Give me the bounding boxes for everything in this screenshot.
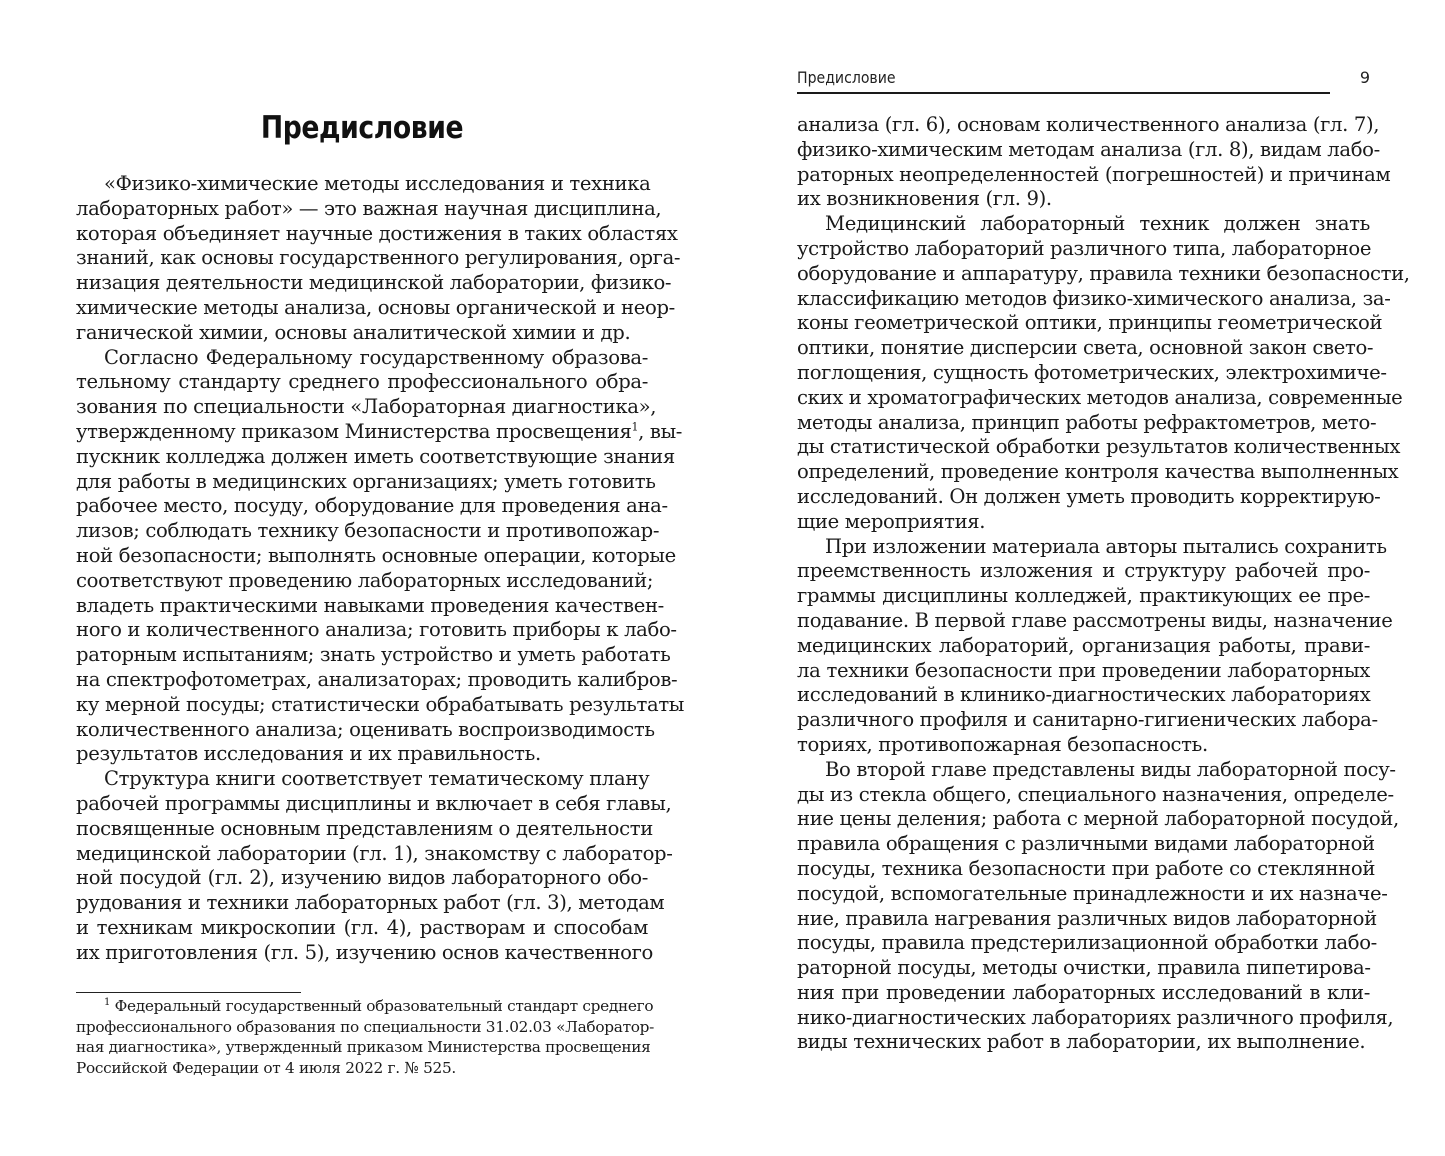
footnote-marker: 1 [104, 996, 111, 1008]
text-line: химические методы анализа, основы органической и неор- [76, 295, 675, 319]
text-line: тельному стандарту среднего профессионального обра- [76, 370, 648, 394]
text-line: ских и хроматографических методов анализа, современные [797, 385, 1403, 409]
text-line: посуды, техника безопасности при работе со стеклянной [797, 856, 1376, 880]
text-line: ториях, противопожарная безопасность. [797, 732, 1208, 756]
text-line: ку мерной посуды; статистически обрабатывать результаты [76, 692, 685, 716]
text-line: устройство лабораторий различного типа, лабораторное [797, 236, 1372, 260]
footnote [76, 996, 654, 1078]
text-line: рабочее место, посуду, оборудование для проведения ана- [76, 494, 668, 518]
text-line: зования по специальности «Лабораторная диагностика», [76, 395, 657, 419]
text-line: методы анализа, принцип работы рефрактометров, мето- [797, 410, 1377, 434]
text-line: рабочей программы дисциплины и включает в себя главы, [76, 791, 672, 815]
page-number: 9 [1359, 68, 1370, 87]
text-line: посвященные основным представлениям о деятельности [76, 816, 653, 840]
text-line: «Физико-химические методы исследования и техника [104, 172, 651, 195]
text-line: ние, правила нагревания различных видов лабораторной [797, 906, 1377, 930]
text-line: ды из стекла общего, специального назначения, определе- [797, 782, 1394, 806]
text-line: граммы дисциплины колледжей, практикующих ее пре- [797, 584, 1370, 608]
text-line: количественного анализа; оценивать воспроизводимость [76, 717, 655, 741]
text-line: ной безопасности; выполнять основные операции, которые [76, 543, 676, 567]
text-line: определений, проведение контроля качества выполненных [797, 460, 1399, 484]
text-line: лизов; соблюдать технику безопасности и противопожар- [76, 519, 660, 543]
footnote-line: ная диагностика», утвержденный приказом Министерства просвещения [76, 1038, 651, 1057]
text-line: исследований в клинико-диагностических лабораториях [797, 683, 1371, 707]
text-line: рудования и техники лабораторных работ (гл. 3), методам [76, 891, 665, 915]
text-line: виды технических работ в лаборатории, их выполнение. [797, 1030, 1366, 1054]
text-line: лабораторных работ» — это важная научная дисциплина, [76, 196, 662, 220]
text-line: знаний, как основы государственного регулирования, орга- [76, 246, 681, 270]
running-head [797, 68, 1370, 90]
left-page [76, 0, 685, 1156]
text-line: Согласно Федеральному государственному образова- [104, 345, 648, 369]
text-line: анализа (гл. 6), основам количественного анализа (гл. 7), [797, 113, 1380, 136]
text-line: коны геометрической оптики, принципы геометрической [797, 311, 1383, 335]
text-line: их приготовления (гл. 5), изучению основ качественного [76, 940, 653, 964]
text-line: медицинских лабораторий, организация работы, прави- [797, 633, 1370, 657]
text-line: ганической химии, основы аналитической химии и др. [76, 320, 631, 344]
text-line: ной посудой (гл. 2), изучению видов лабораторного обо- [76, 866, 648, 890]
text-line: классификацию методов физико-химического анализа, за- [797, 286, 1391, 310]
text-line: нико-диагностических лабораториях различного профиля, [797, 1005, 1394, 1029]
left-body-text [76, 172, 685, 966]
text-line: поглощения, сущность фотометрических, электрохимиче- [797, 360, 1387, 384]
text-line: пускник колледжа должен иметь соответствующие знания [76, 444, 675, 468]
footnote-text: Федеральный государственный образовательный стандарт среднего [110, 997, 654, 1015]
text-line: посудой, вспомогательные принадлежности и их назначе- [797, 881, 1388, 905]
footnote-line: Российской Федерации от 4 июля 2022 г. № 525. [76, 1058, 456, 1077]
text-line: раторным испытаниям; знать устройство и уметь работать [76, 643, 671, 667]
text-line: оборудование и аппаратуру, правила техники безопасности, [797, 261, 1410, 285]
text-line: раторной посуды, методы очистки, правила пипетирова- [797, 956, 1371, 980]
text-fragment: утвержденному приказом Министерства просвещения [76, 419, 632, 443]
footnote-reference: 1 [631, 420, 639, 434]
text-line: результатов исследования и их правильность. [76, 742, 541, 766]
running-head-rule [797, 92, 1330, 94]
right-page [797, 0, 1410, 1156]
text-line: ла техники безопасности при проведении лабораторных [797, 658, 1370, 682]
text-line: оптики, понятие дисперсии света, основной закон свето- [797, 336, 1374, 360]
text-line: подавание. В первой главе рассмотрены виды, назначение [797, 608, 1393, 632]
text-line: их возникновения (гл. 9). [797, 187, 1052, 211]
text-line: посуды, правила предстерилизационной обработки лабо- [797, 931, 1377, 955]
footnote-line: профессионального образования по специальности 31.02.03 «Лаборатор- [76, 1017, 654, 1036]
text-line: Медицинский лабораторный техник должен знать [825, 212, 1370, 236]
text-line: медицинской лаборатории (гл. 1), знакомству с лаборатор- [76, 841, 673, 865]
text-line: физико-химическим методам анализа (гл. 8), видам лабо- [797, 137, 1380, 161]
running-head-title: Предисловие [797, 68, 896, 87]
chapter-title: Предисловие [260, 110, 464, 146]
text-line: которая объединяет научные достижения в таких областях [76, 221, 678, 245]
text-line: на спектрофотометрах, анализаторах; проводить калибров- [76, 667, 678, 691]
text-line: ного и количественного анализа; готовить приборы к лабо- [76, 618, 677, 642]
text-line: Во второй главе представлены виды лабораторной посу- [825, 757, 1396, 781]
footnote-divider [76, 992, 301, 993]
text-line: владеть практическими навыками проведения качествен- [76, 593, 664, 617]
text-line: и техникам микроскопии (гл. 4), растворам и способам [76, 915, 648, 939]
text-line: ние цены деления; работа с мерной лабораторной посудой, [797, 807, 1399, 831]
text-line: При изложении материала авторы пытались сохранить [825, 534, 1387, 558]
text-line: низация деятельности медицинской лаборатории, физико- [76, 271, 672, 295]
text-line: правила обращения с различными видами лабораторной [797, 832, 1375, 856]
text-line: для работы в медицинских организациях; уметь готовить [76, 469, 656, 493]
text-line: щие мероприятия. [797, 509, 986, 533]
text-line: ды статистической обработки результатов количественных [797, 435, 1401, 459]
text-line: преемственность изложения и структуру рабочей про- [797, 559, 1370, 583]
text-line: соответствуют проведению лабораторных исследований; [76, 568, 654, 592]
text-line: исследований. Он должен уметь проводить корректирую- [797, 484, 1381, 508]
text-line: ния при проведении лабораторных исследований в кли- [797, 980, 1370, 1004]
text-line-with-footnote [76, 419, 683, 445]
right-body-text [797, 113, 1410, 1055]
text-fragment: , вы- [638, 419, 683, 443]
text-line: Структура книги соответствует тематическому плану [104, 767, 650, 791]
text-line: раторных неопределенностей (погрешностей) и причинам [797, 162, 1391, 186]
text-line: различного профиля и санитарно-гигиенических лабора- [797, 708, 1378, 732]
footnote-line [76, 996, 654, 1017]
